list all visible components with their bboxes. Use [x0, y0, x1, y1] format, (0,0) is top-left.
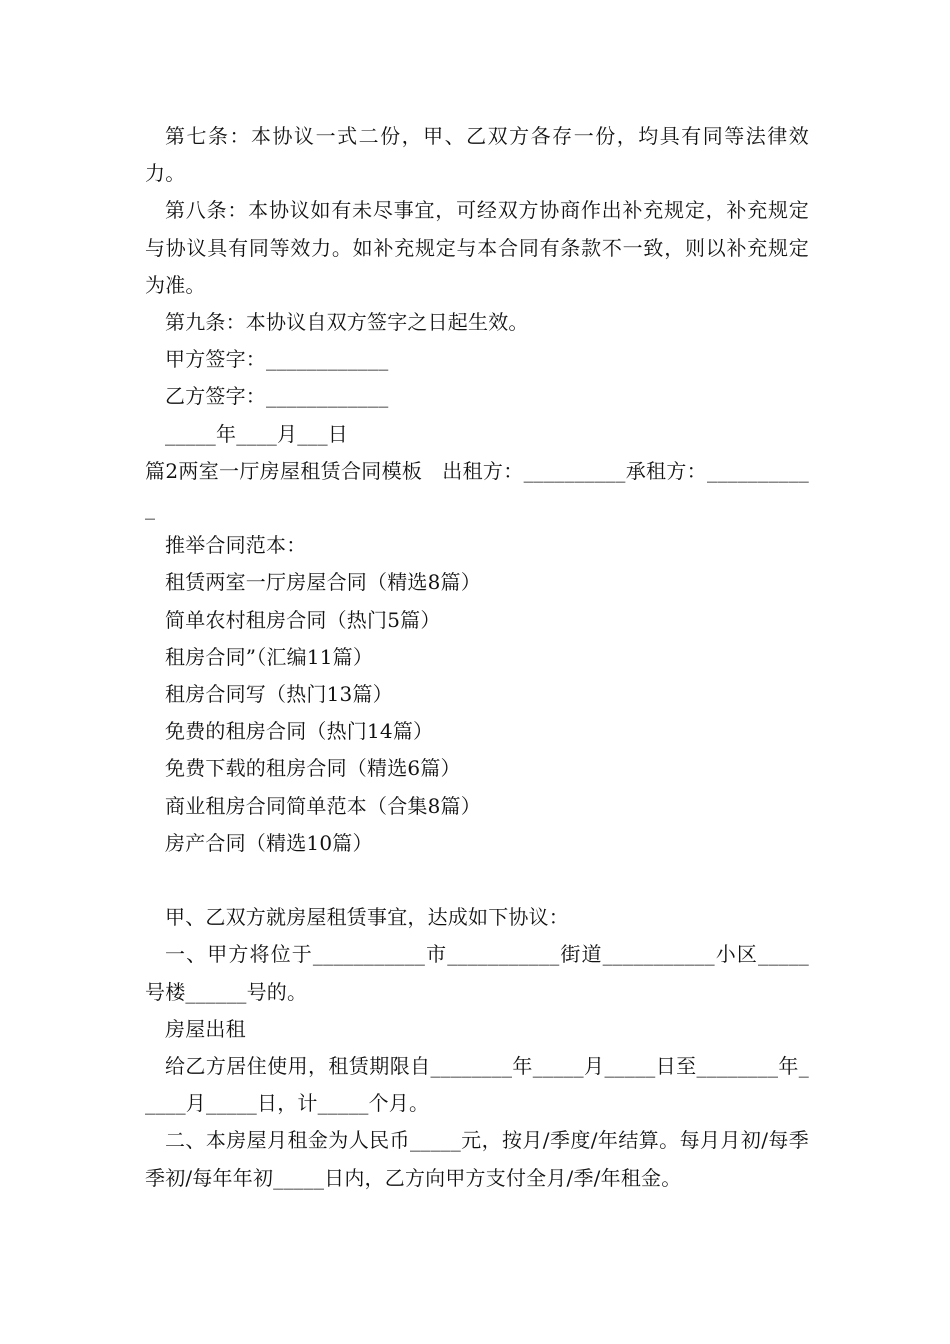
document-body	[145, 118, 809, 1197]
recommend-item: 租房合同写（热门13篇）	[165, 682, 393, 707]
signature-date: _____年____月___日	[165, 421, 348, 446]
article-9: 第九条：本协议自双方签字之日起生效。	[165, 310, 529, 335]
recommend-heading: 推举合同范本：	[165, 533, 307, 558]
clause-2: 二、本房屋月租金为人民币_____元，按月/季度/年结算。每月月初/每季季初/每年年初_____日内，乙方向甲方支付全月/季/年租金。	[145, 1128, 809, 1190]
party-b-signature: 乙方签字：____________	[165, 384, 389, 409]
recommend-item: 免费下载的租房合同（精选6篇）	[165, 756, 461, 781]
recommend-item: 商业租房合同简单范本（合集8篇）	[165, 793, 481, 818]
recommend-item: 租房合同”（汇编11篇）	[165, 644, 374, 669]
part-2-title: 篇2两室一厅房屋租赁合同模板 出租方：__________承租方：___________	[145, 458, 809, 521]
recommend-item: 房产合同（精选10篇）	[165, 830, 373, 855]
recommend-item: 简单农村租房合同（热门5篇）	[165, 607, 441, 632]
agreement-intro: 甲、乙双方就房屋租赁事宜，达成如下协议：	[165, 905, 569, 930]
clause-1-rental: 房屋出租	[165, 1016, 246, 1041]
article-8: 第八条：本协议如有未尽事宜，可经双方协商作出补充规定，补充规定与协议具有同等效力。如补充规定与本合同有条款不一致，则以补充规定为准。	[145, 198, 809, 297]
article-7: 第七条：本协议一式二份，甲、乙双方各存一份，均具有同等法律效力。	[145, 124, 809, 186]
clause-1: 一、甲方将位于___________市___________街道___________小区_____号楼______号的。	[145, 942, 809, 1004]
recommend-item: 租赁两室一厅房屋合同（精选8篇）	[165, 570, 481, 595]
clause-1-term: 给乙方居住使用，租赁期限自________年_____月_____日至________年_____月_____日，计_____个月。	[145, 1054, 809, 1116]
recommend-item: 免费的租房合同（热门14篇）	[165, 719, 434, 744]
spacer	[145, 862, 809, 899]
party-a-signature: 甲方签字：____________	[165, 347, 389, 372]
